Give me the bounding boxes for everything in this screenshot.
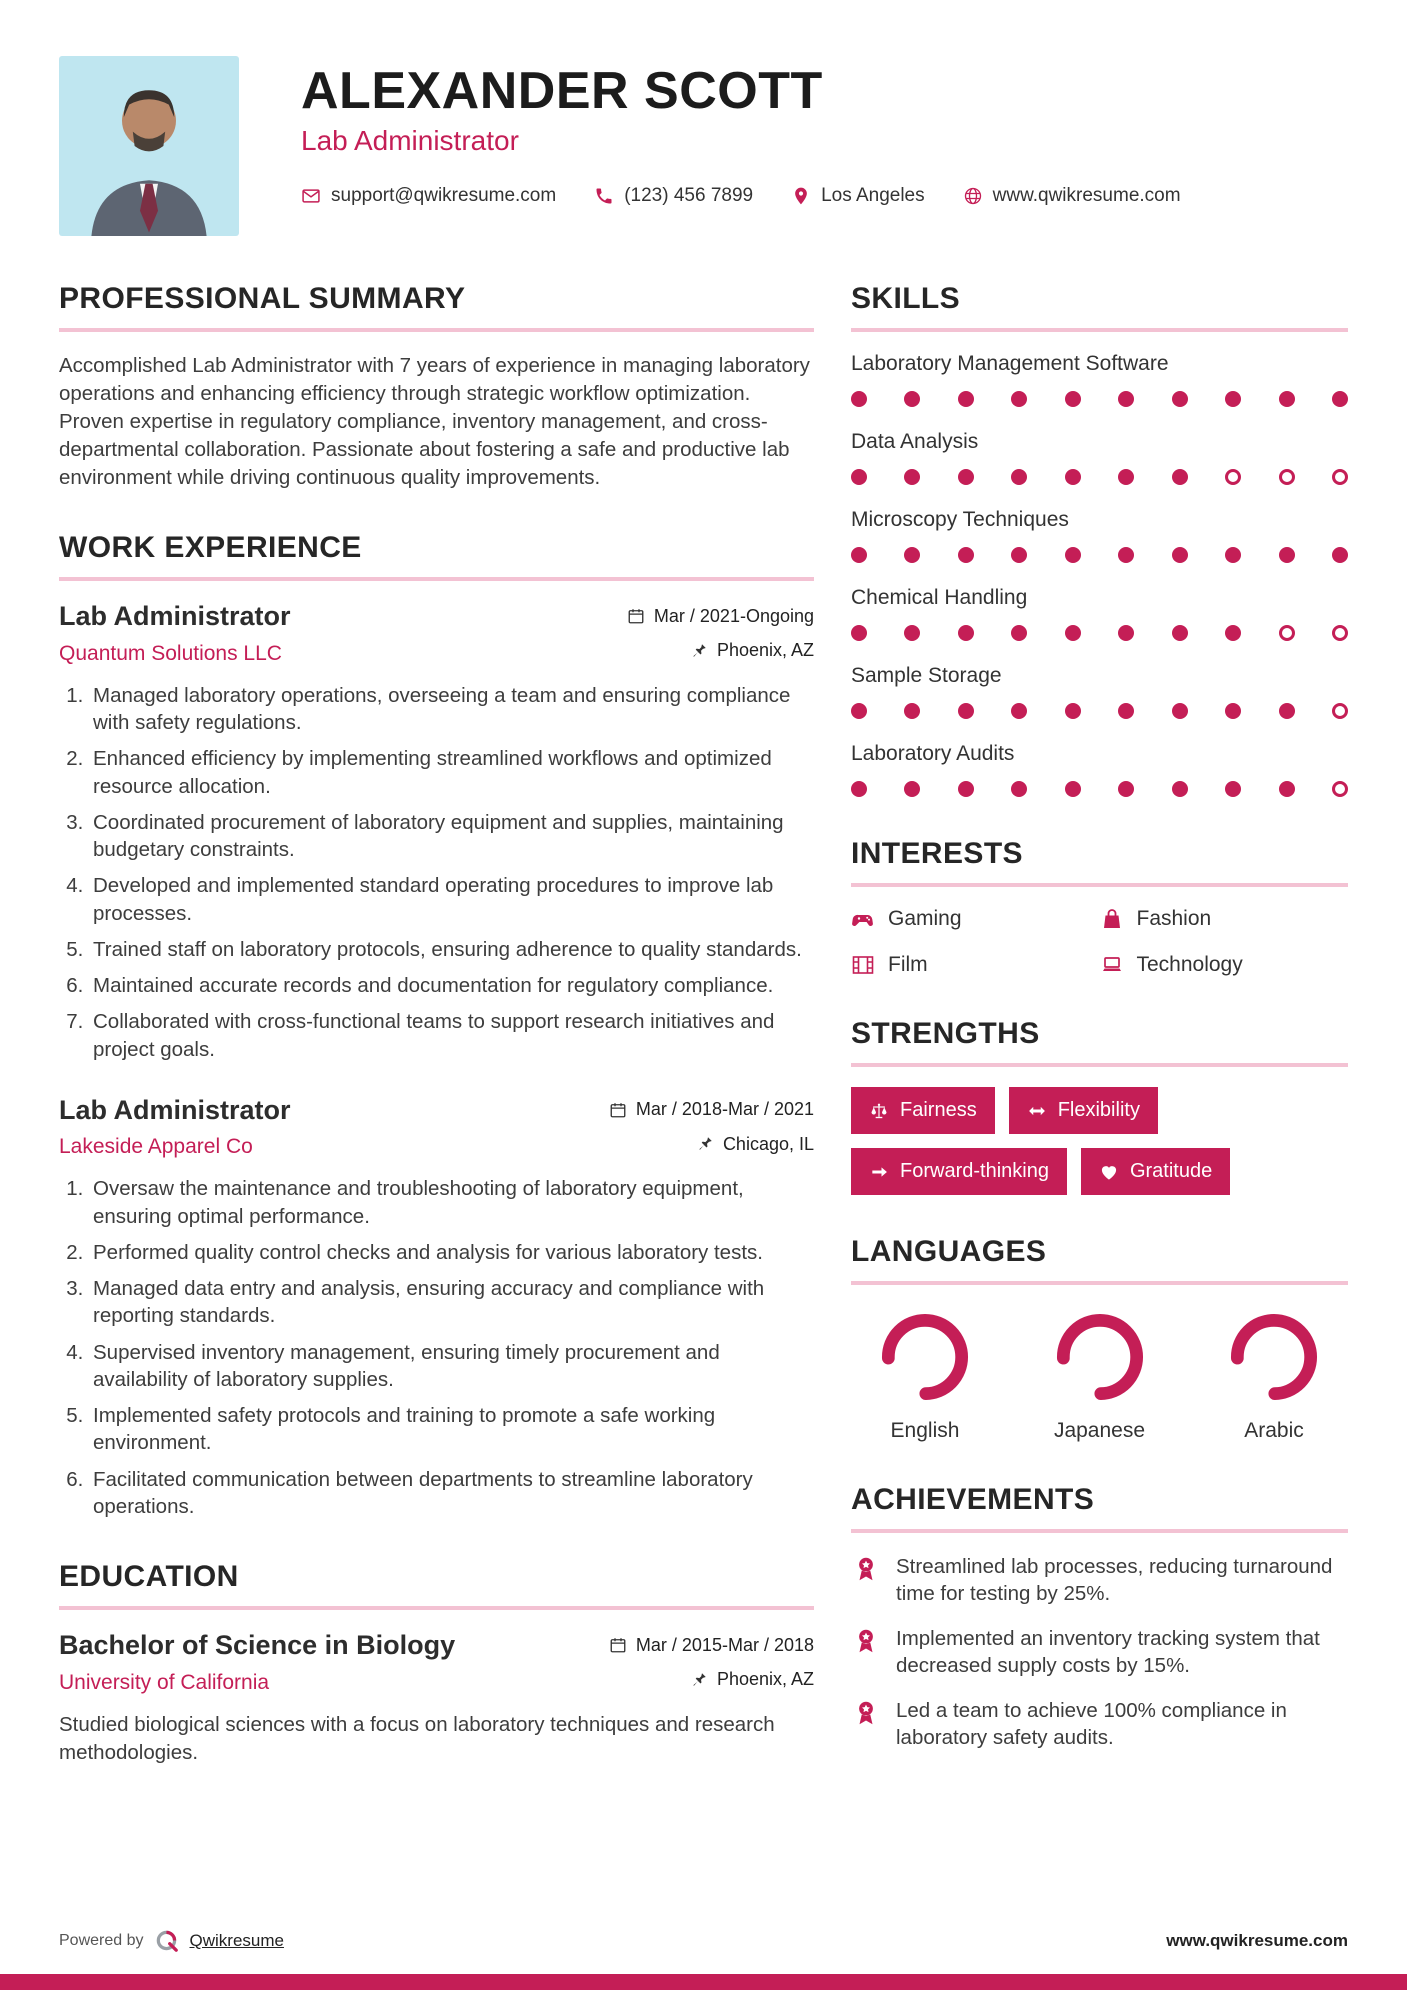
skill-dot <box>851 781 867 797</box>
achievement-text: Streamlined lab processes, reducing turnaround time for testing by 25%. <box>896 1555 1333 1606</box>
skill-name: Laboratory Audits <box>851 742 1015 765</box>
skill-dot <box>1118 391 1134 407</box>
job-title: Lab Administrator <box>59 601 291 632</box>
achievements-section <box>851 1483 1348 1751</box>
job-dates-text: Mar / 2021-Ongoing <box>653 605 814 626</box>
language-item <box>855 1313 995 1443</box>
language-item <box>1030 1313 1170 1443</box>
skill-dot <box>1332 547 1348 563</box>
skill-dot <box>851 625 867 641</box>
skill-name: Laboratory Management Software <box>851 352 1169 375</box>
language-ring <box>1230 1313 1318 1401</box>
achievement-item <box>851 1625 1348 1679</box>
job-list <box>59 601 814 1520</box>
gamepad-icon <box>851 907 875 931</box>
education-dates <box>609 1635 814 1656</box>
skill-dot-row <box>851 547 1348 563</box>
phone-icon <box>594 186 614 206</box>
interest-label: Film <box>888 953 928 976</box>
skill-item <box>851 664 1348 719</box>
job-bullet: 2. Enhanced efficiency by implementing streamlined workflows and optimized resource allocation. <box>89 745 814 800</box>
strengths-section <box>851 1017 1348 1195</box>
skill-dot <box>1279 391 1295 407</box>
achievements-heading: ACHIEVEMENTS <box>851 1483 1348 1533</box>
skill-dot <box>958 781 974 797</box>
skill-dot <box>1332 781 1348 797</box>
skill-dot-row <box>851 703 1348 719</box>
skill-dot <box>1118 781 1134 797</box>
skill-dot <box>958 469 974 485</box>
skill-dot-row <box>851 781 1348 797</box>
education-heading: EDUCATION <box>59 1560 814 1610</box>
skill-dot <box>904 625 920 641</box>
job-bullet: 1. Oversaw the maintenance and troubleshooting of laboratory equipment, ensuring optimal performance. <box>89 1175 814 1230</box>
qwikresume-logo-icon <box>154 1928 180 1954</box>
job-bullet: 5. Trained staff on laboratory protocols, ensuring adherence to quality standards. <box>89 936 814 963</box>
contact-text: support@qwikresume.com <box>331 184 557 206</box>
skill-dot <box>1011 469 1027 485</box>
left-column <box>59 282 814 1806</box>
job-location-text: Phoenix, AZ <box>716 640 814 661</box>
job-bullet-list <box>59 682 814 1063</box>
powered-by <box>59 1928 284 1954</box>
job-bullet: 4. Developed and implemented standard operating procedures to improve lab processes. <box>89 872 814 927</box>
contact-item <box>594 185 753 207</box>
education-dates-text: Mar / 2015-Mar / 2018 <box>635 1634 814 1655</box>
interests-section <box>851 837 1348 977</box>
contact-text: (123) 456 7899 <box>624 184 754 206</box>
award-icon <box>851 1554 881 1584</box>
interest-label: Gaming <box>888 907 962 930</box>
skill-dot <box>904 469 920 485</box>
job-dates-text: Mar / 2018-Mar / 2021 <box>635 1099 814 1120</box>
pushpin-icon <box>696 1135 714 1153</box>
job-bullet: 1. Managed laboratory operations, overseeing a team and ensuring compliance with safety regulations. <box>89 682 814 737</box>
fashion-icon <box>1100 907 1124 931</box>
skill-dot <box>1172 703 1188 719</box>
job-bullet: 6. Facilitated communication between departments to streamline laboratory operations. <box>89 1466 814 1521</box>
skills-section <box>851 282 1348 797</box>
job-location <box>690 640 814 661</box>
skill-dot <box>1118 547 1134 563</box>
location-icon <box>791 186 811 206</box>
skill-dot <box>1332 391 1348 407</box>
interest-item <box>1100 907 1349 931</box>
skill-dot-row <box>851 469 1348 485</box>
skill-list <box>851 352 1348 797</box>
school-name: University of California <box>59 1670 270 1694</box>
skill-dot <box>851 391 867 407</box>
skill-dot <box>1332 625 1348 641</box>
language-name: English <box>890 1419 960 1442</box>
skill-dot <box>958 547 974 563</box>
education-description: Studied biological sciences with a focus on laboratory techniques and research methodologies. <box>59 1712 775 1764</box>
right-column <box>851 282 1348 1806</box>
skill-dot <box>904 547 920 563</box>
footer-website: www.qwikresume.com <box>1166 1931 1348 1950</box>
skills-heading: SKILLS <box>851 282 1348 332</box>
interest-label: Fashion <box>1136 907 1212 930</box>
heart-icon <box>1099 1162 1119 1182</box>
pushpin-icon <box>690 642 708 660</box>
education-location <box>690 1669 814 1690</box>
strength-chip <box>1009 1087 1158 1134</box>
job-bullet: 3. Managed data entry and analysis, ensuring accuracy and compliance with reporting standards. <box>89 1275 814 1330</box>
skill-dot <box>1065 781 1081 797</box>
job-entry <box>59 1095 814 1520</box>
skill-item <box>851 742 1348 797</box>
skill-dot <box>1225 547 1241 563</box>
skill-dot <box>1011 781 1027 797</box>
job-bullet: 7. Collaborated with cross-functional teams to support research initiatives and project goals. <box>89 1008 814 1063</box>
footer <box>59 1928 1348 1954</box>
achievement-item <box>851 1553 1348 1607</box>
skill-dot <box>1065 547 1081 563</box>
skill-dot <box>1279 547 1295 563</box>
skill-dot <box>1225 391 1241 407</box>
job-company: Lakeside Apparel Co <box>59 1135 253 1159</box>
contact-row <box>301 185 1181 207</box>
skill-dot <box>1172 469 1188 485</box>
film-icon <box>851 953 875 977</box>
email-icon <box>301 186 321 206</box>
powered-by-label: Powered by <box>59 1932 144 1949</box>
language-ring <box>881 1313 969 1401</box>
skill-dot-row <box>851 391 1348 407</box>
skill-item <box>851 508 1348 563</box>
strength-label: Fairness <box>900 1099 977 1121</box>
contact-text: Los Angeles <box>821 184 925 206</box>
skill-dot <box>1011 625 1027 641</box>
education-section <box>59 1560 814 1766</box>
language-name: Japanese <box>1053 1419 1146 1442</box>
strength-chip <box>851 1087 995 1134</box>
achievement-list <box>851 1553 1348 1751</box>
degree-title: Bachelor of Science in Biology <box>59 1630 456 1661</box>
skill-name: Data Analysis <box>851 430 979 453</box>
skill-dot <box>1065 469 1081 485</box>
skill-dot <box>1225 781 1241 797</box>
job-dates <box>627 606 814 627</box>
job-location <box>696 1134 814 1155</box>
job-location-text: Chicago, IL <box>722 1133 814 1154</box>
calendar-icon <box>627 607 645 625</box>
skill-name: Chemical Handling <box>851 586 1028 609</box>
languages-heading: LANGUAGES <box>851 1235 1348 1285</box>
language-ring <box>1056 1313 1144 1401</box>
strengths-heading: STRENGTHS <box>851 1017 1348 1067</box>
arrows-icon <box>1027 1101 1047 1121</box>
job-bullet: 2. Performed quality control checks and analysis for various laboratory tests. <box>89 1239 814 1266</box>
skill-dot <box>1279 703 1295 719</box>
skill-name: Microscopy Techniques <box>851 508 1069 531</box>
skill-dot <box>1279 625 1295 641</box>
skill-dot <box>1172 781 1188 797</box>
skill-name: Sample Storage <box>851 664 1002 687</box>
skill-dot <box>1011 547 1027 563</box>
scales-icon <box>869 1101 889 1121</box>
job-bullet: 4. Supervised inventory management, ensuring timely procurement and availability of laboratory supplies. <box>89 1339 814 1394</box>
skill-dot <box>1011 391 1027 407</box>
contact-item[interactable] <box>963 185 1181 207</box>
skill-dot <box>1172 391 1188 407</box>
skill-dot <box>1279 781 1295 797</box>
contact-item[interactable] <box>301 185 556 207</box>
skill-dot <box>958 703 974 719</box>
job-entry <box>59 601 814 1063</box>
bottom-accent-bar <box>0 1974 1407 1990</box>
achievement-item <box>851 1697 1348 1751</box>
interest-item <box>851 907 1100 931</box>
interest-list <box>851 907 1348 977</box>
strength-label: Gratitude <box>1129 1160 1213 1182</box>
contact-text: www.qwikresume.com <box>992 184 1181 206</box>
skill-dot <box>958 625 974 641</box>
award-icon <box>851 1626 881 1656</box>
skill-dot <box>904 781 920 797</box>
skill-dot <box>851 469 867 485</box>
work-heading: WORK EXPERIENCE <box>59 531 814 581</box>
summary-section <box>59 282 814 491</box>
skill-dot <box>1065 703 1081 719</box>
strength-chip <box>1081 1148 1230 1195</box>
language-item <box>1204 1313 1344 1443</box>
strength-label: Flexibility <box>1057 1099 1140 1121</box>
pushpin-icon <box>690 1671 708 1689</box>
job-dates <box>609 1099 814 1120</box>
skill-item <box>851 430 1348 485</box>
skill-dot <box>1225 469 1241 485</box>
header <box>59 56 1348 236</box>
education-entry <box>59 1630 814 1766</box>
languages-section <box>851 1235 1348 1443</box>
skill-item <box>851 586 1348 641</box>
job-bullet: 6. Maintained accurate records and documentation for regulatory compliance. <box>89 972 814 999</box>
skill-dot <box>1332 469 1348 485</box>
skill-dot <box>1011 703 1027 719</box>
achievement-text: Implemented an inventory tracking system that decreased supply costs by 15%. <box>896 1627 1320 1678</box>
profile-photo <box>59 56 239 236</box>
strength-list <box>851 1087 1348 1195</box>
candidate-name: ALEXANDER SCOTT <box>301 62 823 120</box>
education-location-text: Phoenix, AZ <box>716 1669 814 1690</box>
skill-dot <box>1279 469 1295 485</box>
interest-item <box>851 953 1100 977</box>
two-column-body <box>59 282 1348 1806</box>
arrow-icon <box>869 1162 889 1182</box>
candidate-title: Lab Administrator <box>301 124 519 156</box>
skill-dot <box>851 703 867 719</box>
calendar-icon <box>609 1101 627 1119</box>
skill-dot <box>1172 625 1188 641</box>
summary-heading: PROFESSIONAL SUMMARY <box>59 282 814 332</box>
skill-dot <box>1225 625 1241 641</box>
skill-dot <box>1118 469 1134 485</box>
language-name: Arabic <box>1244 1419 1304 1442</box>
skill-dot <box>1118 625 1134 641</box>
skill-dot <box>1065 625 1081 641</box>
qwikresume-link[interactable]: Qwikresume <box>189 1931 284 1950</box>
laptop-icon <box>1100 953 1124 977</box>
skill-dot <box>1118 703 1134 719</box>
skill-dot <box>1172 547 1188 563</box>
job-bullet: 5. Implemented safety protocols and training to promote a safe working environment. <box>89 1402 814 1457</box>
contact-item <box>791 185 925 207</box>
interests-heading: INTERESTS <box>851 837 1348 887</box>
globe-icon <box>963 186 983 206</box>
skill-dot <box>904 703 920 719</box>
award-icon <box>851 1698 881 1728</box>
job-company: Quantum Solutions LLC <box>59 641 282 665</box>
skill-dot <box>1065 391 1081 407</box>
skill-dot <box>904 391 920 407</box>
work-section <box>59 531 814 1520</box>
interest-label: Technology <box>1136 953 1243 976</box>
strength-chip <box>851 1148 1067 1195</box>
language-list <box>851 1305 1348 1443</box>
skill-dot <box>851 547 867 563</box>
skill-dot-row <box>851 625 1348 641</box>
calendar-icon <box>609 1636 627 1654</box>
skill-dot <box>1225 703 1241 719</box>
skill-dot <box>1332 703 1348 719</box>
achievement-text: Led a team to achieve 100% compliance in laboratory safety audits. <box>896 1699 1287 1750</box>
skill-dot <box>958 391 974 407</box>
job-bullet-list <box>59 1175 814 1520</box>
job-title: Lab Administrator <box>59 1094 291 1125</box>
strength-label: Forward-thinking <box>900 1160 1049 1182</box>
job-bullet: 3. Coordinated procurement of laboratory equipment and supplies, maintaining budgetary constraints. <box>89 809 814 864</box>
education-list <box>59 1630 814 1766</box>
interest-item <box>1100 953 1349 977</box>
summary-text: Accomplished Lab Administrator with 7 years of experience in managing laboratory operations and enhancing efficiency through strategic workflow optimization. Proven expertise in regulatory compliance, inventory management, and cross-departmental collaboration. Passionate about fostering a safe and productive lab environment while driving continuous quality improvements. <box>59 354 810 489</box>
skill-item <box>851 352 1348 407</box>
